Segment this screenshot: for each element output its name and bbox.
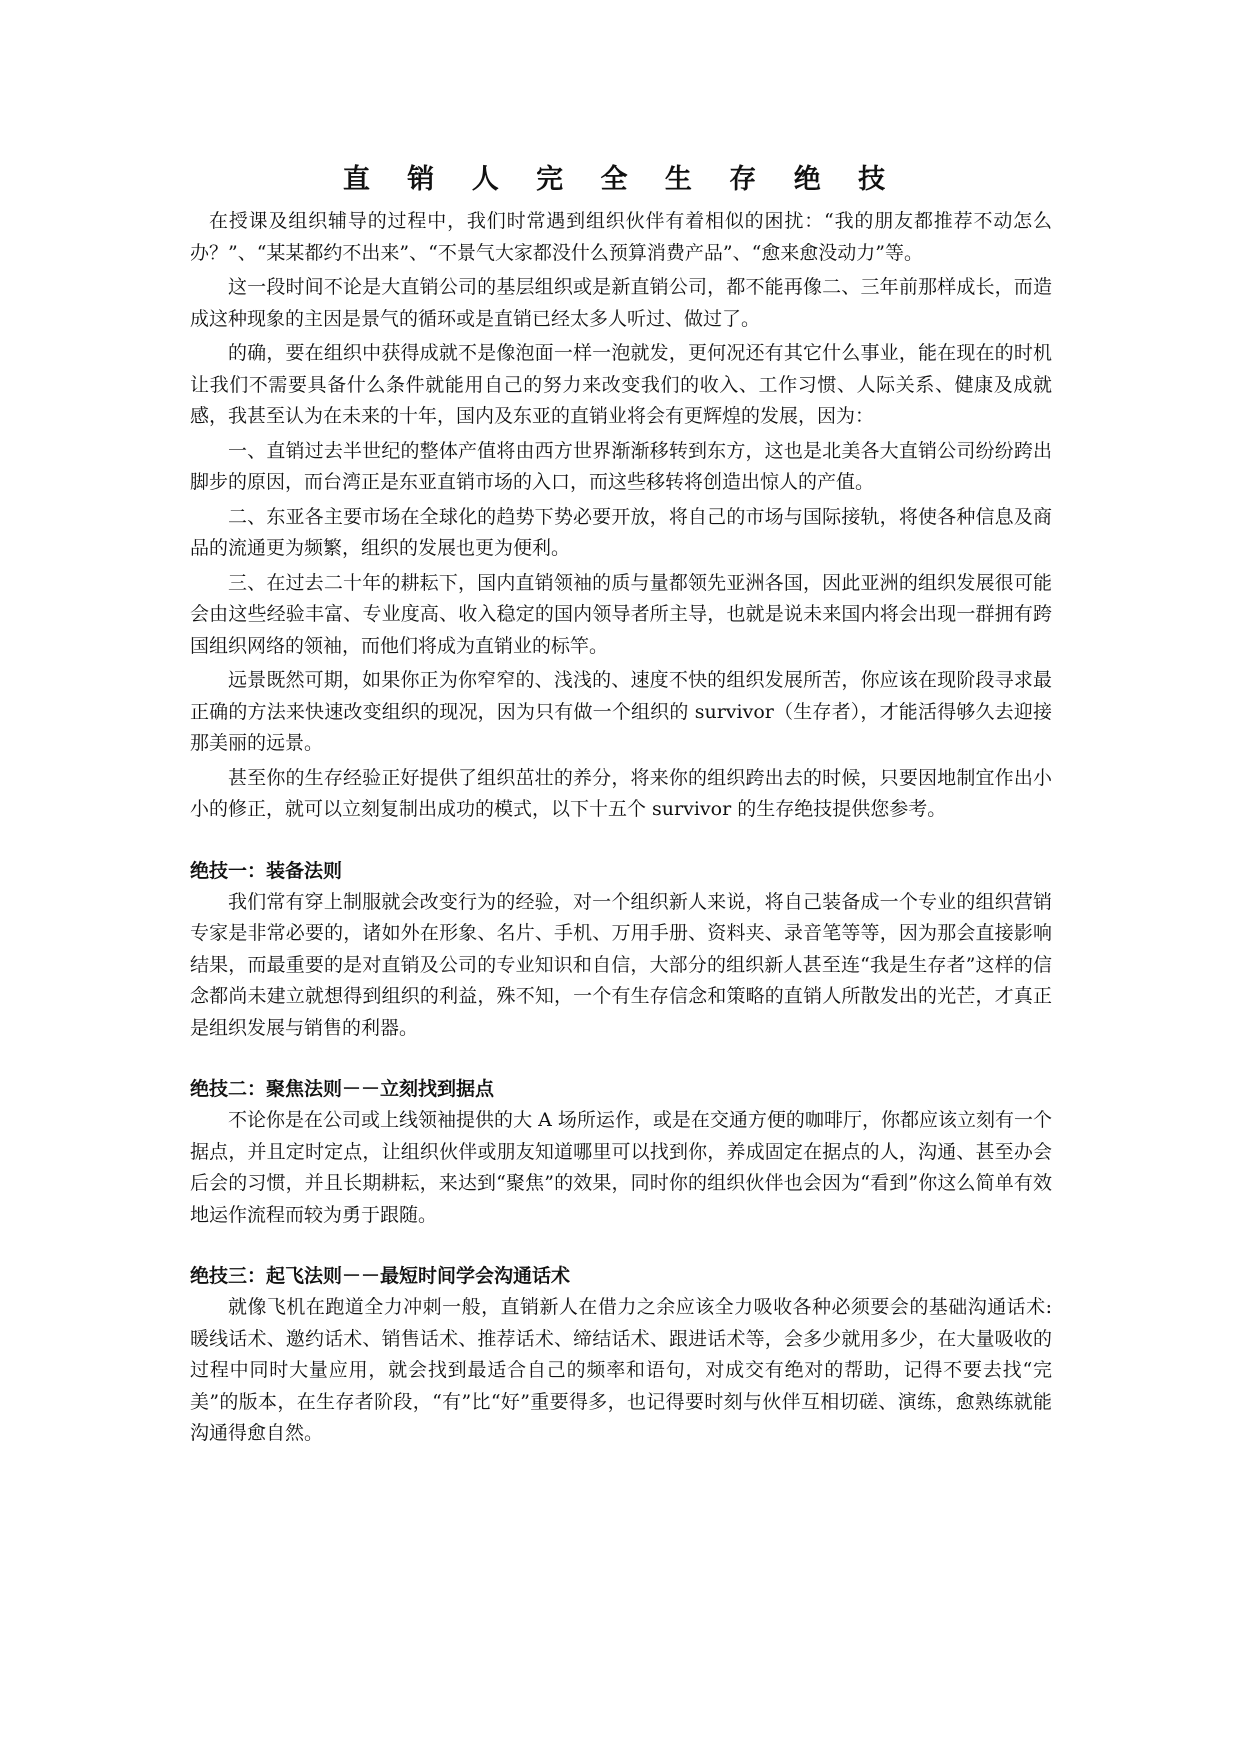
spacer bbox=[190, 1047, 1052, 1073]
page-title: 直 销 人 完 全 生 存 绝 技 bbox=[342, 164, 900, 195]
section-paragraph: 就像飞机在跑道全力冲刺一般，直销新人在借力之余应该全力吸收各种必须要会的基础沟通话术: 暖线话术、邀约话术、销售话术、推荐话术、缔结话术、跟进话术等，会多少就用多少，在大量吸收的过程中同时大量应用，就会找到最适合自己的频率和语句，对成交有绝对的帮助，记得不要去找“完美”的版本，在生存者阶段，“有”比“好”重要得多，也记得要时刻与伙伴互相切磋、演练，愈熟练就能沟通得愈自然。 bbox=[190, 1296, 1052, 1444]
section-1 bbox=[190, 855, 1052, 1045]
intro-paragraph: 甚至你的生存经验正好提供了组织茁壮的养分，将来你的组织跨出去的时候，只要因地制宜作出小小的修正，就可以立刻复制出成功的模式，以下十五个 survivor 的生存绝技提供您参考。 bbox=[190, 766, 1052, 820]
section-paragraph: 我们常有穿上制服就会改变行为的经验，对一个组织新人来说，将自己装备成一个专业的组织营销专家是非常必要的，诸如外在形象、名片、手机、万用手册、资料夹、录音笔等等，因为那会直接影响结果，而最重要的是对直销及公司的专业知识和自信，大部分的组织新人甚至连“我是生存者”这样的信念都尚未建立就想得到组织的利益，殊不知，一个有生存信念和策略的直销人所散发出的光芒，才真正是组织发展与销售的利器。 bbox=[190, 890, 1052, 1039]
intro-paragraph: 一、直销过去半世纪的整体产值将由西方世界渐渐移转到东方，这也是北美各大直销公司纷纷跨出脚步的原因，而台湾正是东亚直销市场的入口，而这些移转将创造出惊人的产值。 bbox=[190, 439, 1052, 493]
intro-paragraph: 三、在过去二十年的耕耘下，国内直销领袖的质与量都领先亚洲各国，因此亚洲的组织发展很可能会由这些经验丰富、专业度高、收入稳定的国内领导者所主导，也就是说未来国内将会出现一群拥有跨国组织网络的领袖，而他们将成为直销业的标竿。 bbox=[190, 571, 1052, 657]
spacer bbox=[190, 829, 1052, 855]
document-page bbox=[190, 160, 1052, 1453]
section-paragraph: 不论你是在公司或上线领袖提供的大 A 场所运作，或是在交通方便的咖啡厅，你都应该立刻有一个据点，并且定时定点，让组织伙伴或朋友知道哪里可以找到你，养成固定在据点的人，沟通、甚至办会后会的习惯，并且长期耕耘，来达到“聚焦”的效果，同时你的组织伙伴也会因为“看到”你这么简单有效地运作流程而较为勇于跟随。 bbox=[190, 1109, 1052, 1226]
section-2 bbox=[190, 1073, 1052, 1231]
intro-paragraph: 这一段时间不论是大直销公司的基层组织或是新直销公司，都不能再像二、三年前那样成长，而造成这种现象的主因是景气的循环或是直销已经太多人听过、做过了。 bbox=[190, 276, 1052, 330]
section-3 bbox=[190, 1260, 1052, 1450]
spacer bbox=[190, 1234, 1052, 1260]
intro-paragraph: 在授课及组织辅导的过程中，我们时常遇到组织伙伴有着相似的困扰：“我的朋友都推荐不动怎么办？”、“某某都约不出来”、“不景气大家都没什么预算消费产品”、“愈来愈没动力”等。 bbox=[190, 210, 1052, 264]
section-heading: 绝技二：聚焦法则－－立刻找到据点 bbox=[190, 1078, 495, 1100]
intro-section bbox=[190, 206, 1052, 826]
section-heading: 绝技三：起飞法则－－最短时间学会沟通话术 bbox=[190, 1265, 571, 1287]
intro-paragraph: 二、东亚各主要市场在全球化的趋势下势必要开放，将自己的市场与国际接轨，将使各种信息及商品的流通更为频繁，组织的发展也更为便利。 bbox=[190, 505, 1052, 559]
intro-paragraph: 远景既然可期，如果你正为你窄窄的、浅浅的、速度不快的组织发展所苦，你应该在现阶段寻求最正确的方法来快速改变组织的现况，因为只有做一个组织的 survivor（生存者），才能活得够久去迎接那美丽的远景。 bbox=[190, 669, 1052, 754]
intro-paragraph: 的确，要在组织中获得成就不是像泡面一样一泡就发，更何况还有其它什么事业，能在现在的时机让我们不需要具备什么条件就能用自己的努力来改变我们的收入、工作习惯、人际关系、健康及成就感，我甚至认为在未来的十年，国内及东亚的直销业将会有更辉煌的发展，因为： bbox=[190, 342, 1052, 427]
section-heading: 绝技一：装备法则 bbox=[190, 859, 343, 882]
